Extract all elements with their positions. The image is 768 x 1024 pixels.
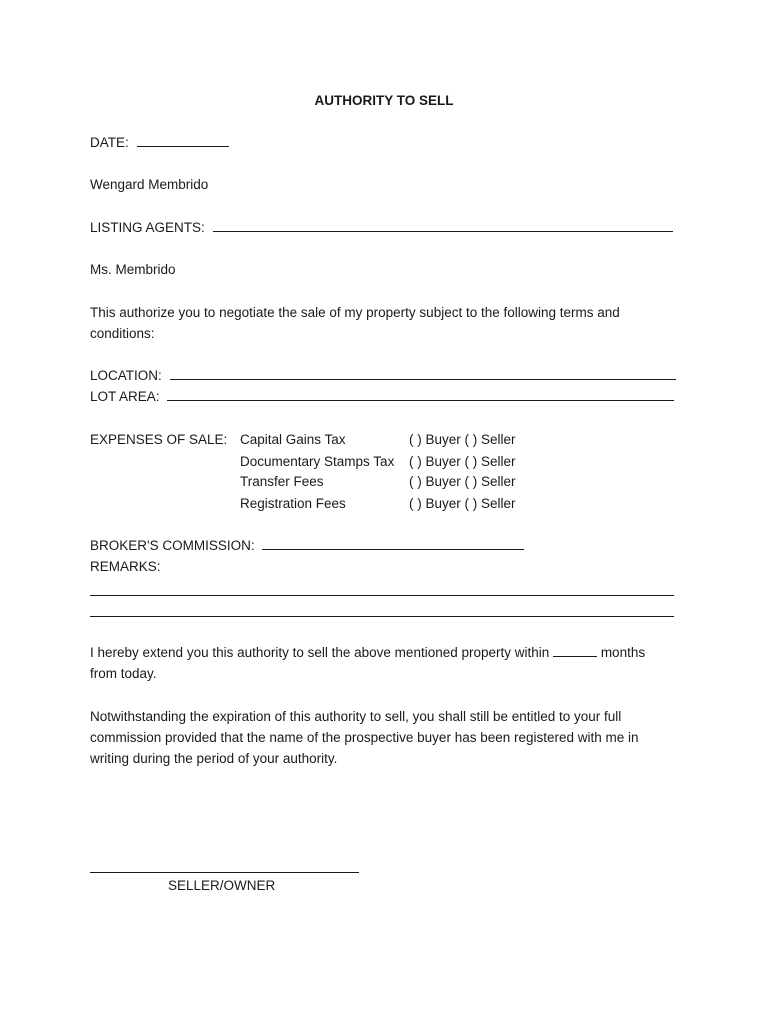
- expense-options-documentary-stamps[interactable]: ( ) Buyer ( ) Seller: [409, 454, 516, 469]
- brokers-commission-blank[interactable]: [262, 537, 524, 550]
- brokers-commission-label: BROKER'S COMMISSION:: [90, 538, 255, 553]
- months-blank[interactable]: [553, 644, 597, 657]
- expenses-label: EXPENSES OF SALE:: [90, 432, 228, 447]
- expense-options-transfer-fees[interactable]: ( ) Buyer ( ) Seller: [409, 474, 516, 489]
- expense-item-documentary-stamps: Documentary Stamps Tax: [240, 454, 395, 469]
- addressee-name: Wengard Membrido: [90, 177, 209, 192]
- date-blank[interactable]: [137, 134, 229, 147]
- document-title: AUTHORITY TO SELL: [314, 93, 454, 108]
- intro-paragraph: This authorize you to negotiate the sale of my property subject to the following terms and conditions:: [90, 305, 620, 341]
- expense-item-registration-fees: Registration Fees: [240, 496, 346, 511]
- signature-line[interactable]: [90, 872, 359, 873]
- extension-text-before: I hereby extend you this authority to sell the above mentioned property within: [90, 645, 550, 660]
- location-blank[interactable]: [170, 367, 676, 380]
- expense-item-transfer-fees: Transfer Fees: [240, 474, 324, 489]
- expense-options-capital-gains[interactable]: ( ) Buyer ( ) Seller: [409, 432, 516, 447]
- lot-area-row: [90, 388, 674, 406]
- extension-text-after: months from today.: [90, 645, 646, 681]
- listing-agents-label: LISTING AGENTS:: [90, 220, 205, 235]
- expense-item-capital-gains: Capital Gains Tax: [240, 432, 346, 447]
- salutation: Ms. Membrido: [90, 262, 176, 277]
- date-label: DATE:: [90, 135, 129, 150]
- remarks-line-2[interactable]: [90, 616, 674, 617]
- listing-agents-row: [90, 219, 673, 237]
- date-row: [90, 134, 229, 152]
- brokers-commission-row: [90, 537, 524, 555]
- remarks-label: REMARKS:: [90, 559, 161, 574]
- remarks-line-1[interactable]: [90, 595, 674, 596]
- lot-area-label: LOT AREA:: [90, 389, 160, 404]
- expense-options-registration-fees[interactable]: ( ) Buyer ( ) Seller: [409, 496, 516, 511]
- extension-paragraph: [90, 642, 670, 684]
- lot-area-blank[interactable]: [167, 388, 674, 401]
- listing-agents-blank[interactable]: [213, 219, 673, 232]
- location-row: [90, 367, 676, 385]
- notwithstanding-paragraph: Notwithstanding the expiration of this authority to sell, you shall still be entitled to your full commission provided that the name of the prospective buyer has been registered with me in writing during the period of your authority.: [90, 709, 639, 766]
- location-label: LOCATION:: [90, 368, 162, 383]
- signature-caption: SELLER/OWNER: [168, 878, 276, 893]
